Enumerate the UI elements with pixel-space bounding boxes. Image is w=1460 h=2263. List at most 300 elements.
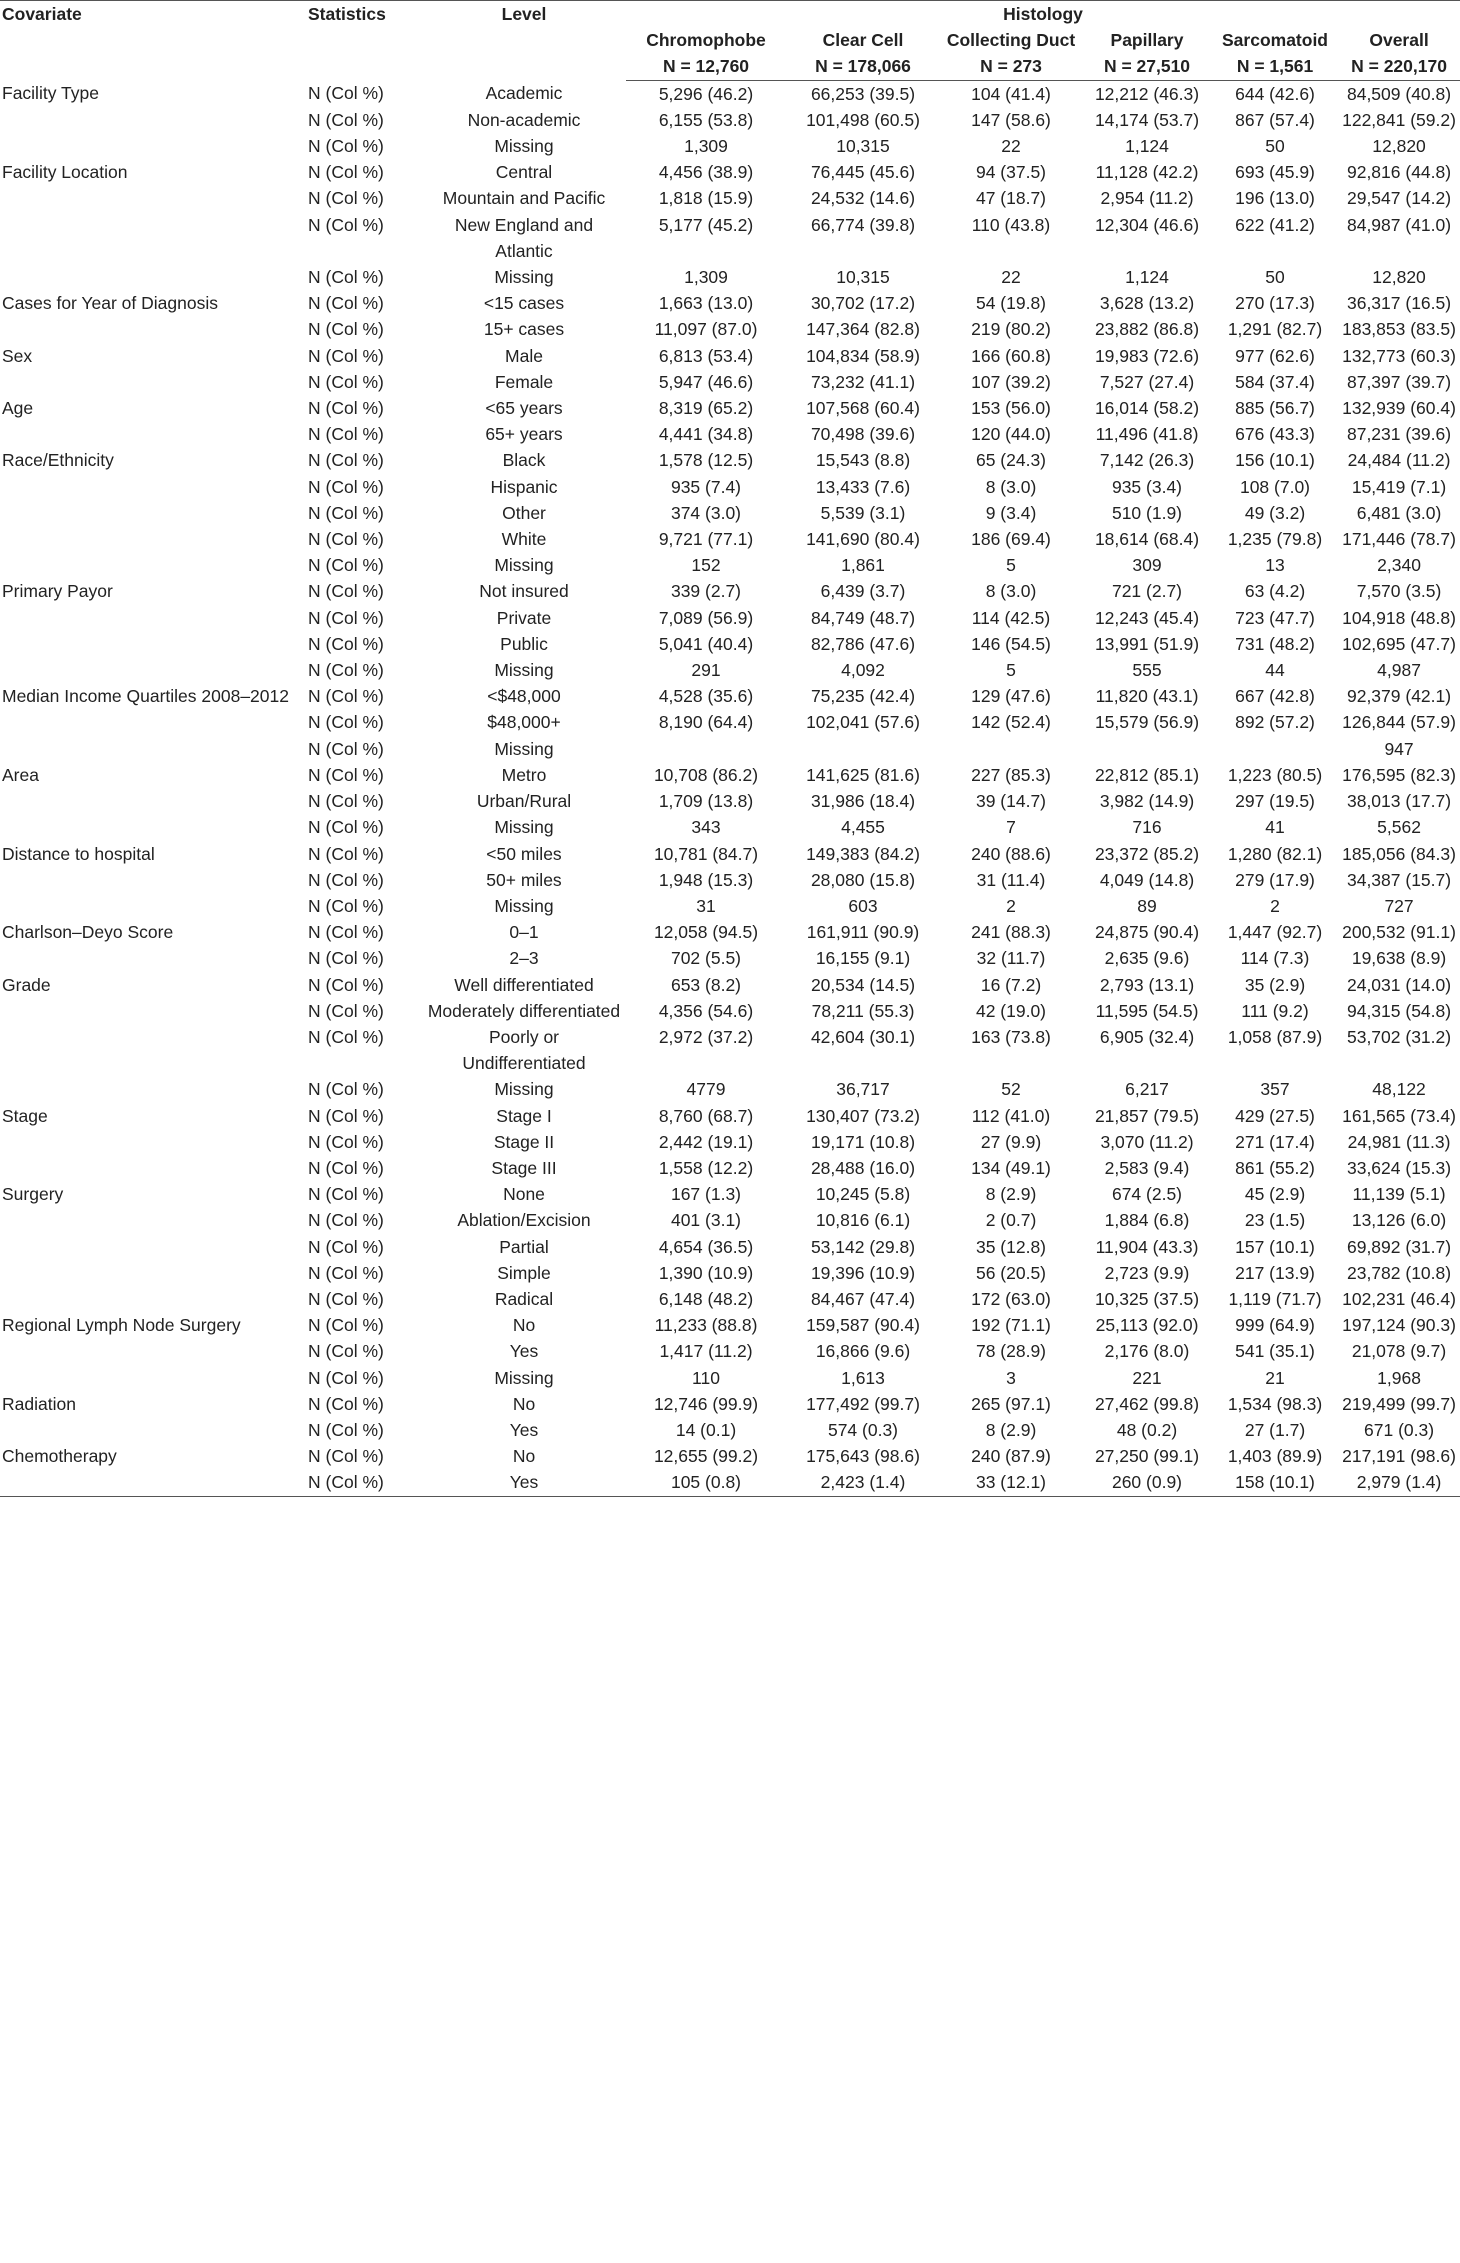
overall-cell: 104,918 (48.8)	[1342, 607, 1456, 628]
chromophobe-cell: 152	[691, 555, 721, 576]
group-count: N = 27,510	[1082, 53, 1212, 80]
sarcomatoid-cell: 271 (17.4)	[1235, 1131, 1315, 1152]
level-cell: Missing	[494, 738, 554, 759]
papillary-cell: 674 (2.5)	[1111, 1184, 1183, 1205]
chromophobe-cell: 12,058 (94.5)	[653, 922, 759, 943]
clear-cell-cell: 141,690 (80.4)	[806, 529, 920, 550]
covariate-cell	[0, 709, 308, 735]
table-row	[0, 1338, 1460, 1364]
chromophobe-cell: 4779	[686, 1079, 726, 1100]
collecting-duct-cell: 129 (47.6)	[971, 686, 1051, 707]
clear-cell-cell: 13,433 (7.6)	[815, 476, 911, 497]
clear-cell-cell: 84,749 (48.7)	[810, 607, 916, 628]
overall-cell: 122,841 (59.2)	[1342, 109, 1456, 130]
clear-cell-cell: 6,439 (3.7)	[820, 581, 906, 602]
papillary-cell: 15,579 (56.9)	[1094, 712, 1200, 733]
table-row	[0, 526, 1460, 552]
table-row	[0, 343, 1460, 369]
level-cell: White	[501, 529, 547, 550]
clear-cell-cell: 82,786 (47.6)	[810, 633, 916, 654]
sarcomatoid-cell: 50	[1265, 136, 1285, 157]
collecting-duct-cell: 120 (44.0)	[971, 424, 1051, 445]
level-cell: Female	[494, 371, 554, 392]
sarcomatoid-cell: 1,058 (87.9)	[1227, 1026, 1323, 1047]
overall-cell: 161,565 (73.4)	[1342, 1105, 1456, 1126]
sarcomatoid-cell: 1,534 (98.3)	[1227, 1393, 1323, 1414]
covariate-cell	[0, 1129, 308, 1155]
collecting-duct-cell: 166 (60.8)	[971, 345, 1051, 366]
chromophobe-cell: 12,655 (99.2)	[653, 1446, 759, 1467]
collecting-duct-cell: 22	[1001, 136, 1021, 157]
sarcomatoid-cell: 1,119 (71.7)	[1228, 1288, 1322, 1309]
overall-cell: 23,782 (10.8)	[1346, 1262, 1452, 1283]
clear-cell-cell: 76,445 (45.6)	[810, 162, 916, 183]
collecting-duct-cell: 107 (39.2)	[971, 371, 1051, 392]
clear-cell-cell: 10,245 (5.8)	[815, 1184, 911, 1205]
chromophobe-cell: 11,233 (88.8)	[654, 1315, 758, 1336]
overall-cell: 36,317 (16.5)	[1346, 293, 1452, 314]
overall-cell: 87,231 (39.6)	[1346, 424, 1452, 445]
statistics-cell: N (Col %)	[308, 109, 384, 130]
statistics-cell: N (Col %)	[308, 843, 384, 864]
table-row	[0, 1391, 1460, 1417]
chromophobe-cell: 105 (0.8)	[626, 1469, 786, 1496]
sarcomatoid-cell: 270 (17.3)	[1235, 293, 1315, 314]
sarcomatoid-cell: 114 (7.3)	[1240, 948, 1310, 969]
statistics-cell: N (Col %)	[308, 633, 384, 654]
table-row	[0, 80, 1460, 107]
chromophobe-cell: 343	[691, 817, 721, 838]
clear-cell-cell: 1,861	[841, 555, 885, 576]
collecting-duct-cell: 52	[1001, 1079, 1021, 1100]
statistics-cell: N (Col %)	[308, 1236, 384, 1257]
level-cell: Central	[495, 162, 553, 183]
papillary-cell: 23,372 (85.2)	[1094, 843, 1200, 864]
table-body	[0, 80, 1460, 1496]
collecting-duct-cell: 5	[1006, 555, 1016, 576]
covariate-cell	[0, 867, 308, 893]
table-row	[0, 788, 1460, 814]
covariate-cell	[0, 788, 308, 814]
papillary-cell: 2,583 (9.4)	[1104, 1157, 1190, 1178]
level-cell: Moderately differentiated	[427, 1000, 621, 1021]
chromophobe-cell: 702 (5.5)	[670, 948, 742, 969]
overall-cell: 87,397 (39.7)	[1346, 371, 1452, 392]
table-row	[0, 578, 1460, 604]
level-cell: Yes	[509, 1341, 539, 1362]
table-row	[0, 945, 1460, 971]
covariate-cell	[0, 264, 308, 290]
table-row	[0, 447, 1460, 473]
statistics-cell: N (Col %)	[308, 581, 384, 602]
papillary-cell: 23,882 (86.8)	[1094, 319, 1200, 340]
table-row	[0, 212, 1460, 264]
sarcomatoid-cell: 693 (45.9)	[1235, 162, 1315, 183]
collecting-duct-cell: 27 (9.9)	[980, 1131, 1042, 1152]
covariate-cell: Grade	[2, 974, 51, 995]
sarcomatoid-cell: 44	[1265, 660, 1285, 681]
level-cell: <65 years	[485, 398, 563, 419]
level-cell: Ablation/Excision	[457, 1210, 591, 1231]
collecting-duct-cell: 153 (56.0)	[971, 398, 1051, 419]
table-row	[0, 1155, 1460, 1181]
statistics-cell: N (Col %)	[308, 267, 384, 288]
sarcomatoid-cell: 541 (35.1)	[1235, 1341, 1315, 1362]
covariate-cell	[0, 814, 308, 840]
table-row	[0, 683, 1460, 709]
overall-cell: 92,816 (44.8)	[1346, 162, 1452, 183]
collecting-duct-cell: 227 (85.3)	[971, 764, 1051, 785]
collecting-duct-cell: 2 (0.7)	[985, 1210, 1037, 1231]
chromophobe-cell: 8,190 (64.4)	[658, 712, 754, 733]
clear-cell-cell: 147,364 (82.8)	[806, 319, 920, 340]
level-cell: Yes	[509, 1419, 539, 1440]
chromophobe-cell: 9,721 (77.1)	[658, 529, 754, 550]
statistics-cell: N (Col %)	[308, 948, 384, 969]
level-cell: Radical	[494, 1288, 554, 1309]
papillary-cell: 13,991 (51.9)	[1094, 633, 1200, 654]
table-row	[0, 421, 1460, 447]
chromophobe-cell: 401 (3.1)	[670, 1210, 742, 1231]
collecting-duct-cell: 240 (87.9)	[971, 1446, 1051, 1467]
clear-cell-cell: 574 (0.3)	[827, 1419, 899, 1440]
histology-header: Histology	[626, 1, 1460, 28]
covariate-cell	[0, 1469, 308, 1496]
papillary-cell: 2,954 (11.2)	[1100, 188, 1194, 209]
level-header: Level	[422, 1, 626, 81]
chromophobe-cell: 4,356 (54.6)	[658, 1000, 754, 1021]
chromophobe-cell	[626, 736, 786, 762]
statistics-cell: N (Col %)	[308, 869, 384, 890]
collecting-duct-cell: 7	[1006, 817, 1016, 838]
chromophobe-cell: 5,177 (45.2)	[658, 214, 754, 235]
clear-cell-cell: 130,407 (73.2)	[806, 1105, 920, 1126]
level-cell: Stage III	[491, 1157, 557, 1178]
statistics-cell: N (Col %)	[308, 1469, 422, 1496]
collecting-duct-cell: 35 (12.8)	[975, 1236, 1047, 1257]
covariate-cell	[0, 474, 308, 500]
chromophobe-cell: 2,972 (37.2)	[658, 1026, 754, 1047]
chromophobe-cell: 935 (7.4)	[670, 476, 742, 497]
overall-cell: 24,484 (11.2)	[1347, 450, 1451, 471]
sarcomatoid-cell: 1,280 (82.1)	[1227, 843, 1323, 864]
overall-cell: 34,387 (15.7)	[1346, 869, 1452, 890]
clear-cell-cell: 16,155 (9.1)	[815, 948, 911, 969]
table-row	[0, 264, 1460, 290]
sarcomatoid-cell: 622 (41.2)	[1235, 214, 1315, 235]
papillary-cell: 7,527 (27.4)	[1099, 371, 1195, 392]
statistics-cell: N (Col %)	[308, 712, 384, 733]
chromophobe-cell: 653 (8.2)	[670, 974, 742, 995]
sarcomatoid-cell: 723 (47.7)	[1235, 607, 1315, 628]
statistics-cell: N (Col %)	[308, 1184, 384, 1205]
covariate-cell	[0, 1155, 308, 1181]
table-row	[0, 709, 1460, 735]
papillary-cell: 555	[1132, 660, 1162, 681]
chromophobe-cell: 1,390 (10.9)	[658, 1262, 754, 1283]
statistics-cell: N (Col %)	[308, 1262, 384, 1283]
chromophobe-cell: 14 (0.1)	[675, 1419, 737, 1440]
overall-cell: 21,078 (9.7)	[1351, 1341, 1447, 1362]
level-cell: Simple	[497, 1262, 551, 1283]
level-cell: Well differentiated	[454, 974, 594, 995]
covariate-cell	[0, 133, 308, 159]
collecting-duct-cell: 56 (20.5)	[975, 1262, 1047, 1283]
chromophobe-cell: 5,041 (40.4)	[658, 633, 754, 654]
level-cell: Missing	[494, 895, 554, 916]
papillary-cell: 6,217	[1125, 1079, 1169, 1100]
papillary-cell: 1,124	[1125, 267, 1169, 288]
sarcomatoid-cell: 23 (1.5)	[1244, 1210, 1306, 1231]
level-cell: Missing	[494, 555, 554, 576]
clear-cell-cell: 42,604 (30.1)	[810, 1026, 916, 1047]
overall-cell: 219,499 (99.7)	[1342, 1393, 1456, 1414]
statistics-cell: N (Col %)	[308, 371, 384, 392]
level-cell: No	[512, 1393, 536, 1414]
papillary-cell: 11,496 (41.8)	[1095, 424, 1199, 445]
papillary-cell: 14,174 (53.7)	[1094, 109, 1200, 130]
overall-cell: 5,562	[1377, 817, 1421, 838]
table-row	[0, 657, 1460, 683]
covariate-cell: Area	[2, 764, 39, 785]
statistics-cell: N (Col %)	[308, 1026, 384, 1047]
chromophobe-cell: 339 (2.7)	[670, 581, 742, 602]
covariate-cell	[0, 552, 308, 578]
clear-cell-cell: 78,211 (55.3)	[811, 1000, 915, 1021]
chromophobe-cell: 10,781 (84.7)	[653, 843, 759, 864]
statistics-cell: N (Col %)	[308, 424, 384, 445]
chromophobe-cell: 374 (3.0)	[670, 502, 742, 523]
table-row	[0, 605, 1460, 631]
chromophobe-cell: 10,708 (86.2)	[653, 764, 759, 785]
statistics-cell: N (Col %)	[308, 607, 384, 628]
clear-cell-cell: 66,253 (39.5)	[810, 83, 916, 104]
sarcomatoid-cell: 1,235 (79.8)	[1227, 529, 1323, 550]
covariate-cell	[0, 1207, 308, 1233]
level-cell: <15 cases	[483, 293, 565, 314]
covariate-cell	[0, 1024, 308, 1076]
overall-cell: 197,124 (90.3)	[1342, 1315, 1456, 1336]
statistics-cell: N (Col %)	[308, 1131, 384, 1152]
collecting-duct-cell: 42 (19.0)	[975, 1000, 1047, 1021]
papillary-cell: 10,325 (37.5)	[1094, 1288, 1200, 1309]
table-row	[0, 867, 1460, 893]
papillary-cell	[1082, 736, 1212, 762]
level-cell: New England and Atlantic	[454, 214, 594, 261]
clear-cell-cell: 75,235 (42.4)	[810, 686, 916, 707]
level-cell: No	[512, 1315, 536, 1336]
level-cell: Metro	[501, 764, 547, 785]
clear-cell-cell: 1,613	[841, 1367, 885, 1388]
level-cell: Missing	[494, 1367, 554, 1388]
table-row	[0, 1076, 1460, 1102]
statistics-cell: N (Col %)	[308, 293, 384, 314]
level-cell: 15+ cases	[483, 319, 565, 340]
table-row	[0, 1103, 1460, 1129]
collecting-duct-cell: 219 (80.2)	[971, 319, 1051, 340]
overall-cell: 171,446 (78.7)	[1342, 529, 1456, 550]
chromophobe-cell: 4,441 (34.8)	[658, 424, 754, 445]
sarcomatoid-cell: 676 (43.3)	[1235, 424, 1315, 445]
chromophobe-cell: 6,813 (53.4)	[658, 345, 754, 366]
statistics-cell: N (Col %)	[308, 974, 384, 995]
collecting-duct-cell: 163 (73.8)	[971, 1026, 1051, 1047]
collecting-duct-cell: 110 (43.8)	[971, 214, 1051, 235]
group-count: N = 220,170	[1338, 53, 1460, 80]
table-row	[0, 159, 1460, 185]
table-row	[0, 1207, 1460, 1233]
overall-cell: 126,844 (57.9)	[1342, 712, 1456, 733]
collecting-duct-cell: 172 (63.0)	[971, 1288, 1051, 1309]
clear-cell-cell: 19,396 (10.9)	[810, 1262, 916, 1283]
overall-cell: 92,379 (42.1)	[1346, 686, 1452, 707]
sarcomatoid-cell: 108 (7.0)	[1239, 476, 1311, 497]
statistics-cell: N (Col %)	[308, 738, 384, 759]
sarcomatoid-cell: 731 (48.2)	[1235, 633, 1315, 654]
table-row	[0, 395, 1460, 421]
chromophobe-cell: 1,309	[684, 136, 728, 157]
chromophobe-cell: 4,654 (36.5)	[658, 1236, 754, 1257]
covariate-cell	[0, 736, 308, 762]
covariate-cell: Surgery	[2, 1184, 64, 1205]
level-cell: Yes	[422, 1469, 626, 1496]
statistics-cell: N (Col %)	[308, 1157, 384, 1178]
group-count: N = 178,066	[786, 53, 940, 80]
statistics-cell: N (Col %)	[308, 1393, 384, 1414]
group-name: Collecting Duct	[946, 30, 1076, 51]
overall-cell: 33,624 (15.3)	[1346, 1157, 1452, 1178]
covariate-cell: Regional Lymph Node Surgery	[2, 1315, 241, 1336]
overall-cell: 200,532 (91.1)	[1342, 922, 1456, 943]
overall-cell: 102,231 (46.4)	[1342, 1288, 1456, 1309]
clear-cell-cell: 24,532 (14.6)	[810, 188, 916, 209]
covariate-cell	[0, 1417, 308, 1443]
overall-cell: 7,570 (3.5)	[1356, 581, 1442, 602]
collecting-duct-cell: 8 (2.9)	[985, 1184, 1037, 1205]
statistics-cell: N (Col %)	[308, 1288, 384, 1309]
table-row	[0, 1181, 1460, 1207]
papillary-cell: 2,723 (9.9)	[1104, 1262, 1190, 1283]
covariate-cell	[0, 316, 308, 342]
chromophobe-cell: 1,948 (15.3)	[658, 869, 754, 890]
chromophobe-cell: 11,097 (87.0)	[654, 319, 758, 340]
statistics-cell: N (Col %)	[308, 817, 384, 838]
sarcomatoid-cell: 1,223 (80.5)	[1227, 764, 1323, 785]
covariate-cell: Stage	[2, 1105, 48, 1126]
sarcomatoid-cell: 156 (10.1)	[1235, 450, 1315, 471]
papillary-cell: 2,635 (9.6)	[1104, 948, 1190, 969]
sarcomatoid-cell: 111 (9.2)	[1241, 1000, 1309, 1021]
clear-cell-cell: 102,041 (57.6)	[806, 712, 920, 733]
level-cell: Male	[505, 345, 543, 366]
sarcomatoid-cell: 429 (27.5)	[1235, 1105, 1315, 1126]
sarcomatoid-cell: 217 (13.9)	[1235, 1262, 1315, 1283]
papillary-cell: 12,212 (46.3)	[1094, 83, 1200, 104]
statistics-cell: N (Col %)	[308, 83, 384, 104]
chromophobe-cell: 7,089 (56.9)	[658, 607, 754, 628]
overall-cell: 6,481 (3.0)	[1356, 502, 1442, 523]
statistics-cell: N (Col %)	[308, 1000, 384, 1021]
overall-cell: 29,547 (14.2)	[1346, 188, 1452, 209]
statistics-cell: N (Col %)	[308, 398, 384, 419]
clear-cell-cell: 603	[848, 895, 878, 916]
covariate-cell	[0, 1286, 308, 1312]
collecting-duct-cell: 147 (58.6)	[971, 109, 1051, 130]
clear-cell-cell: 53,142 (29.8)	[810, 1236, 916, 1257]
table-header	[0, 1, 1460, 81]
clear-cell-cell: 10,315	[836, 136, 890, 157]
chromophobe-cell: 1,818 (15.9)	[658, 188, 754, 209]
chromophobe-cell: 5,947 (46.6)	[658, 371, 754, 392]
chromophobe-cell: 1,309	[684, 267, 728, 288]
covariate-cell	[0, 1076, 308, 1102]
collecting-duct-cell: 32 (11.7)	[976, 948, 1046, 969]
statistics-cell: N (Col %)	[308, 660, 384, 681]
clear-cell-cell	[786, 736, 940, 762]
papillary-cell: 7,142 (26.3)	[1099, 450, 1195, 471]
collecting-duct-cell: 8 (3.0)	[985, 581, 1037, 602]
level-cell: Mountain and Pacific	[442, 188, 606, 209]
chromophobe-cell: 4,528 (35.6)	[658, 686, 754, 707]
overall-cell: 48,122	[1372, 1079, 1426, 1100]
papillary-cell: 2,793 (13.1)	[1099, 974, 1195, 995]
collecting-duct-cell: 104 (41.4)	[971, 83, 1051, 104]
group-count: N = 273	[940, 53, 1082, 80]
covariate-cell	[0, 1365, 308, 1391]
level-cell: 65+ years	[485, 424, 563, 445]
collecting-duct-cell: 31 (11.4)	[976, 869, 1046, 890]
table-row	[0, 631, 1460, 657]
overall-cell: 69,892 (31.7)	[1346, 1236, 1452, 1257]
overall-cell: 727	[1384, 895, 1414, 916]
clear-cell-cell: 141,625 (81.6)	[806, 764, 920, 785]
sarcomatoid-cell: 667 (42.8)	[1235, 686, 1315, 707]
clear-cell-cell: 177,492 (99.7)	[806, 1393, 920, 1414]
sarcomatoid-cell: 867 (57.4)	[1235, 109, 1315, 130]
clear-cell-cell: 161,911 (90.9)	[806, 922, 920, 943]
level-cell: Missing	[494, 817, 554, 838]
level-cell: Missing	[494, 660, 554, 681]
sarcomatoid-cell: 977 (62.6)	[1235, 345, 1315, 366]
collecting-duct-cell: 9 (3.4)	[985, 502, 1037, 523]
covariate-cell	[0, 185, 308, 211]
collecting-duct-cell: 5	[1006, 660, 1016, 681]
sarcomatoid-cell: 21	[1265, 1367, 1285, 1388]
level-cell: Black	[502, 450, 546, 471]
table-row	[0, 369, 1460, 395]
papillary-cell: 1,884 (6.8)	[1104, 1210, 1190, 1231]
covariate-cell	[0, 500, 308, 526]
table-row	[0, 1234, 1460, 1260]
papillary-cell: 27,250 (99.1)	[1094, 1446, 1200, 1467]
sarcomatoid-cell: 1,447 (92.7)	[1227, 922, 1323, 943]
collecting-duct-cell: 54 (19.8)	[975, 293, 1047, 314]
covariate-cell	[0, 631, 308, 657]
sarcomatoid-cell: 584 (37.4)	[1235, 371, 1315, 392]
collecting-duct-cell: 192 (71.1)	[971, 1315, 1051, 1336]
collecting-duct-cell: 2	[1006, 895, 1016, 916]
chromophobe-cell: 31	[696, 895, 716, 916]
statistics-cell: N (Col %)	[308, 922, 384, 943]
group-count: N = 1,561	[1212, 53, 1338, 80]
chromophobe-cell: 110	[692, 1367, 720, 1388]
chromophobe-cell: 8,319 (65.2)	[658, 398, 754, 419]
level-cell: Stage II	[493, 1131, 555, 1152]
papillary-cell: 11,820 (43.1)	[1095, 686, 1199, 707]
chromophobe-cell: 6,148 (48.2)	[658, 1288, 754, 1309]
table-row	[0, 185, 1460, 211]
statistics-cell: N (Col %)	[308, 895, 384, 916]
